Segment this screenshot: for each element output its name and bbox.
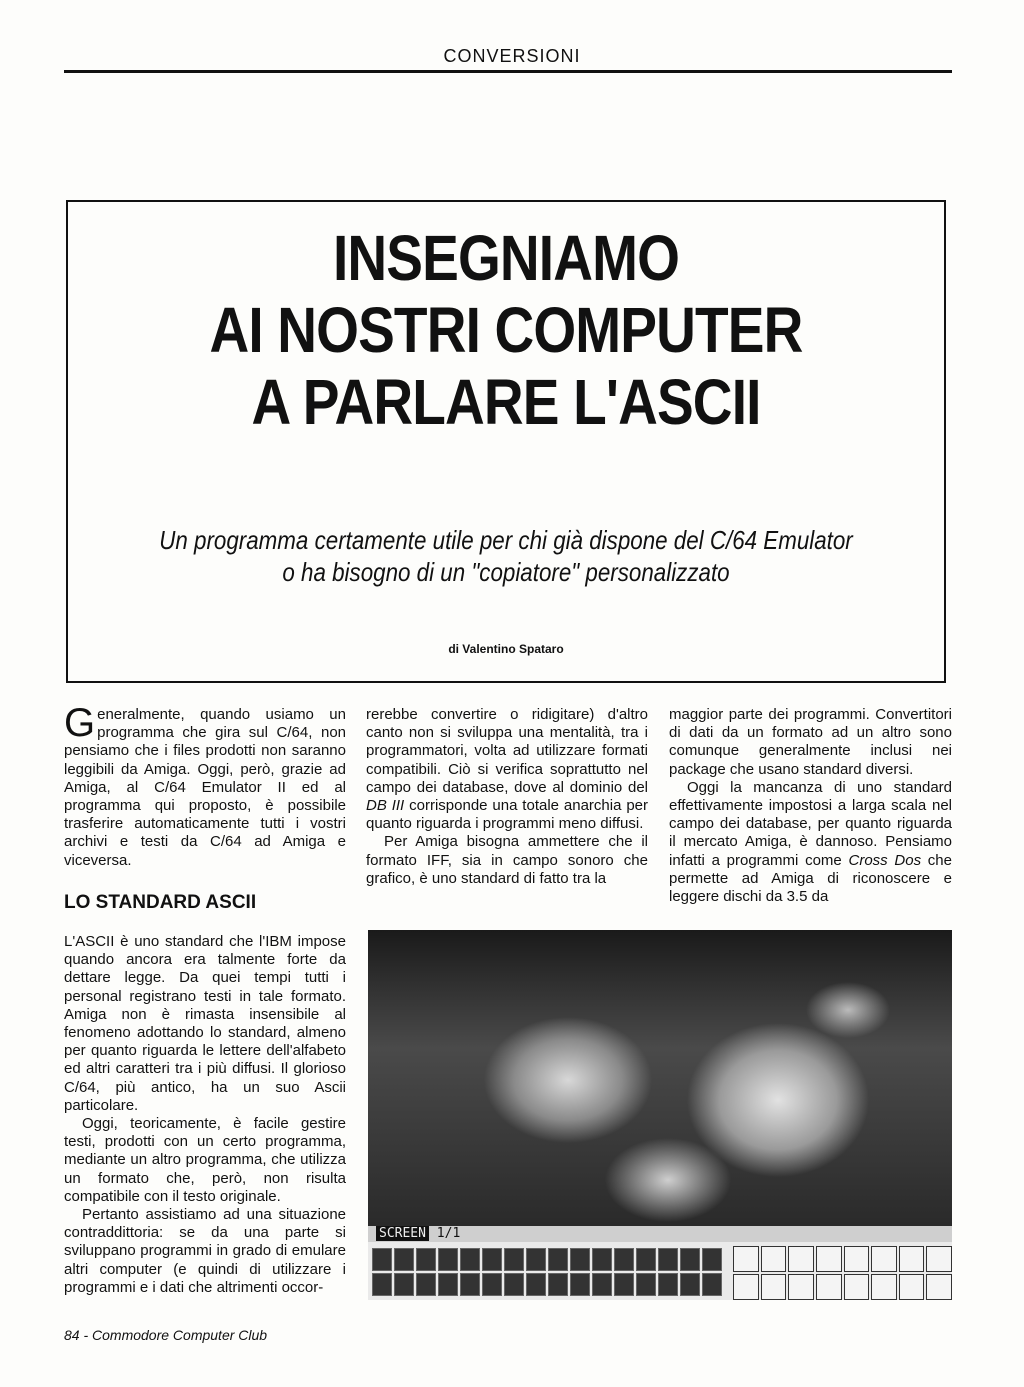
brush-icon [733, 1246, 759, 1272]
palette-cell [548, 1273, 568, 1296]
col1-paragraph-2: Oggi, teoricamente, è facile gestire testi, prodotti con un certo programma, mediante un altro programma, che utilizza un formato che, però, non risulta compatibile con il testo originale. [64, 1115, 346, 1205]
col3-p2-b: che permette ad Amiga di riconoscere e leggere dischi da 3.5 da [669, 851, 952, 906]
byline: di Valentino Spataro [448, 642, 564, 656]
headline [129, 222, 882, 438]
palette-cell [658, 1248, 678, 1271]
curve-icon [733, 1274, 759, 1300]
palette-cell [702, 1248, 722, 1271]
palette-cell [482, 1273, 502, 1296]
fill-icon [816, 1246, 842, 1272]
headline-line-3: A PARLARE L'ASCII [251, 366, 761, 438]
col1-paragraph-3: Pertanto assistiamo ad una situazione contraddittoria: se da una parte si sviluppano programmi in grado di emulare altri computer (e quindi di utilizzare i programmi e i dati che altrimenti occor- [64, 1206, 346, 1296]
palette-cell [372, 1248, 392, 1271]
palette-cell [460, 1273, 480, 1296]
column-1-body [64, 933, 346, 1297]
col2-p1-a: rerebbe convertire o ridigitare) d'altro canto non si sviluppa una mentalità, tra i programmatori, volta ad utilizzare formati compatibili. Ciò si verifica soprattutto nel campo dei database, dove al dominio del [366, 706, 648, 796]
color-palette [372, 1248, 722, 1296]
palette-cell [680, 1248, 700, 1271]
scissors-icon [871, 1246, 897, 1272]
spray-icon [761, 1274, 787, 1300]
status-label: SCREEN [376, 1226, 429, 1241]
palette-cell [636, 1248, 656, 1271]
column-3-body [669, 706, 952, 906]
col1-paragraph-1: L'ASCII è uno standard che l'IBM impose quando ancora era talmente forte da dettare legge. Da quei tempi tutti i personal registrano testi in tale formato. Amiga non è rimasta insensibile al fenomeno adottando lo standard, almeno per quanto riguarda le lettere dell'alfabeto ed altri caratteri tra i più diffusi. Il glorioso C/64, più antico, ha un suo Ascii particolare. [64, 933, 346, 1114]
pixel-icon [871, 1274, 897, 1300]
grid-icon [844, 1246, 870, 1272]
intro-paragraph [64, 701, 346, 870]
status-value: 1/1 [436, 1226, 461, 1241]
palette-cell [438, 1273, 458, 1296]
palette-cell [460, 1248, 480, 1271]
palette-cell [372, 1273, 392, 1296]
screenshot-figure [368, 930, 952, 1300]
palette-cell [526, 1273, 546, 1296]
rect-icon [788, 1246, 814, 1272]
palette-cell [614, 1248, 634, 1271]
title-box [66, 200, 946, 683]
clear-icon [926, 1274, 952, 1300]
line-icon [761, 1246, 787, 1272]
palette-cell [592, 1248, 612, 1271]
circle-icon [926, 1246, 952, 1272]
page-footer: 84 - Commodore Computer Club [64, 1327, 268, 1343]
palette-cell [614, 1273, 634, 1296]
palette-cell [592, 1273, 612, 1296]
text-icon [788, 1274, 814, 1300]
paint-toolbar [368, 1226, 952, 1300]
palette-cell [636, 1273, 656, 1296]
palette-cell [394, 1248, 414, 1271]
col2-paragraph-2: Per Amiga bisogna ammettere che il formato IFF, sia in campo sonoro che grafico, è uno standard di fatto tra la [366, 833, 648, 887]
palette-cell [504, 1273, 524, 1296]
col2-p1-b: corrisponde una totale anarchia per quanto riguarda i programmi meno diffusi. [366, 797, 648, 833]
palette-cell [548, 1248, 568, 1271]
palette-cell [526, 1248, 546, 1271]
magnify-icon [844, 1274, 870, 1300]
palette-cell [702, 1273, 722, 1296]
col3-p2-a: Oggi la mancanza di uno standard effettivamente impostosi a larga scala nel campo dei database, per quanto riguarda il mercato Amiga, è dannoso. Pensiamo infatti a programmi come [669, 778, 952, 869]
figure-photo [368, 930, 952, 1226]
palette-cell [416, 1273, 436, 1296]
dropcap: G [64, 701, 96, 745]
eraser-icon [899, 1274, 925, 1300]
headline-line-2: AI NOSTRI COMPUTER [209, 294, 803, 366]
palette-cell [680, 1273, 700, 1296]
subheading: LO STANDARD ASCII [64, 892, 257, 913]
col3-p2-em: Cross Dos [848, 851, 922, 869]
subtitle: Un programma certamente utile per chi già dispone del C/64 Emulator o ha bisogno di un "copiatore" personalizzato [159, 525, 853, 587]
section-header: CONVERSIONI [443, 46, 581, 66]
undo-icon [899, 1246, 925, 1272]
col2-p1-em: DB III [366, 797, 405, 815]
col3-paragraph-1: maggior parte dei programmi. Convertitori di dati da un formato ad un altro sono comunque generalmente inclusi nei package che usano standard diversi. [669, 706, 952, 778]
palette-cell [658, 1273, 678, 1296]
palette-cell [394, 1273, 414, 1296]
palette-cell [504, 1248, 524, 1271]
col3-paragraph-2 [669, 779, 952, 906]
headline-line-1: INSEGNIAMO [332, 222, 680, 294]
palette-cell [482, 1248, 502, 1271]
column-2-body [366, 706, 648, 888]
paint-status-bar [368, 1226, 952, 1242]
palette-cell [570, 1273, 590, 1296]
col2-paragraph-1 [366, 706, 648, 833]
palette-cell [416, 1248, 436, 1271]
palette-cell [438, 1248, 458, 1271]
zoom-icon [816, 1274, 842, 1300]
intro-text: eneralmente, quando usiamo un programma che gira sul C/64, non pensiamo che i files prodotti non saranno leggibili da Amiga. Oggi, però, grazie ad Amiga, al C/64 Emulator II ed al programma qui proposto, è possibile trasferire automaticamente tutti i vostri archivi e testi da C/64 ad Amiga e viceversa. [64, 706, 346, 869]
tool-icons [733, 1246, 952, 1300]
header-rule [64, 70, 952, 73]
palette-cell [570, 1248, 590, 1271]
